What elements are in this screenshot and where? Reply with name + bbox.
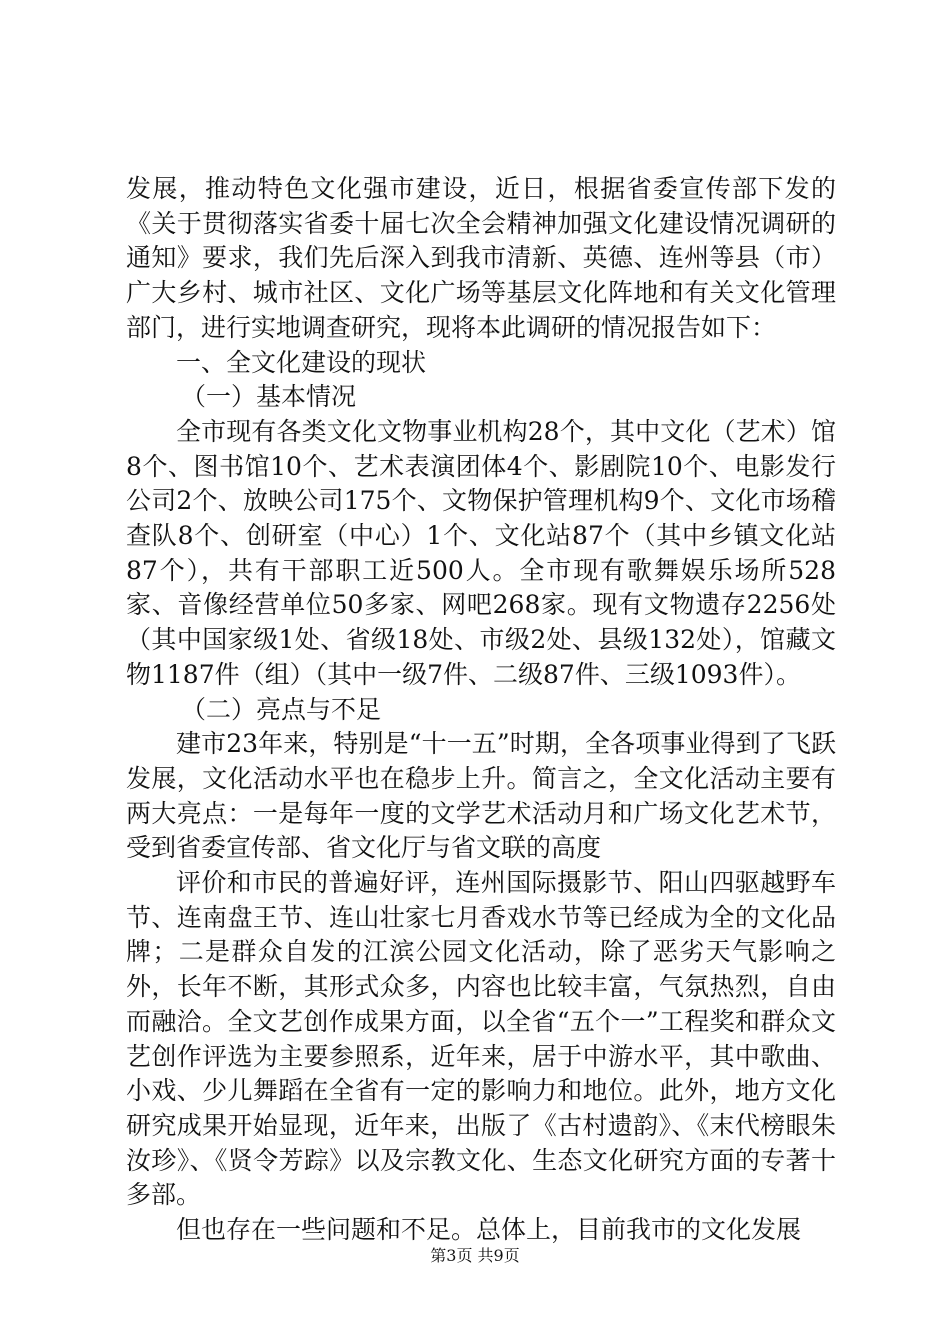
page-indicator: 第3页 共9页 [430, 1246, 520, 1265]
paragraph-intro-continued: 发展，推动特色文化强市建设，近日，根据省委宣传部下发的《关于贯彻落实省委十届七次全会精神加强文化建设情况调研的通知》要求，我们先后深入到我市清新、英德、连州等县（市）广大乡村、城市社区、文化广场等基层文化阵地和有关文化管理部门，进行实地调查研究，现将本此调研的情况报告如下： [126, 174, 836, 342]
paragraph-basic-statistics: 全市现有各类文化文物事业机构28个，其中文化（艺术）馆8个、图书馆10个、艺术表演团体4个、影剧院10个、电影发行公司2个、放映公司175个、文物保护管理机构9个、文化市场稽查队8个、创研室（中心）1个、文化站87个（其中乡镇文化站87个），共有干部职工近500人。全市现有歌舞娱乐场所528家、音像经营单位50多家、网吧268家。现有文物遗存2256处（其中国家级1处、省级18处、市级2处、县级132处），馆藏文物1187件（组）（其中一级7件、二级87件、三级1093件）。 [126, 416, 836, 689]
paragraph-highlights: 建市23年来，特别是“十一五”时期，全各项事业得到了飞跃发展，文化活动水平也在稳步上升。简言之，全文化活动主要有两大亮点：一是每年一度的文学艺术活动月和广场文化艺术节，受到省委宣传部、省文化厅与省文联的高度 [126, 729, 836, 863]
paragraph-highlights-continued: 评价和市民的普遍好评，连州国际摄影节、阳山四驱越野车节、连南盘王节、连山壮家七月香戏水节等已经成为全的文化品牌；二是群众自发的江滨公园文化活动，除了恶劣天气影响之外，长年不断，其形式众多，内容也比较丰富，气氛热烈，自由而融洽。全文艺创作成果方面，以全省“五个一”工程奖和群众文艺创作评选为主要参照系，近年来，居于中游水平，其中歌曲、小戏、少儿舞蹈在全省有一定的影响力和地位。此外，地方文化研究成果开始显现，近年来，出版了《古村遗韵》、《末代榜眼朱汝珍》、《贤令芳踪》以及宗教文化、生态文化研究方面的专著十多部。 [126, 868, 836, 1210]
subheading-highlights-shortcomings: （二）亮点与不足 [181, 694, 382, 724]
document-body [126, 172, 836, 1248]
section-heading-status: 一、全文化建设的现状 [176, 347, 427, 377]
subheading-basic-situation: （一）基本情况 [181, 382, 357, 412]
page-footer [0, 1246, 950, 1266]
paragraph-problems: 但也存在一些问题和不足。总体上，目前我市的文化发展 [176, 1215, 802, 1245]
